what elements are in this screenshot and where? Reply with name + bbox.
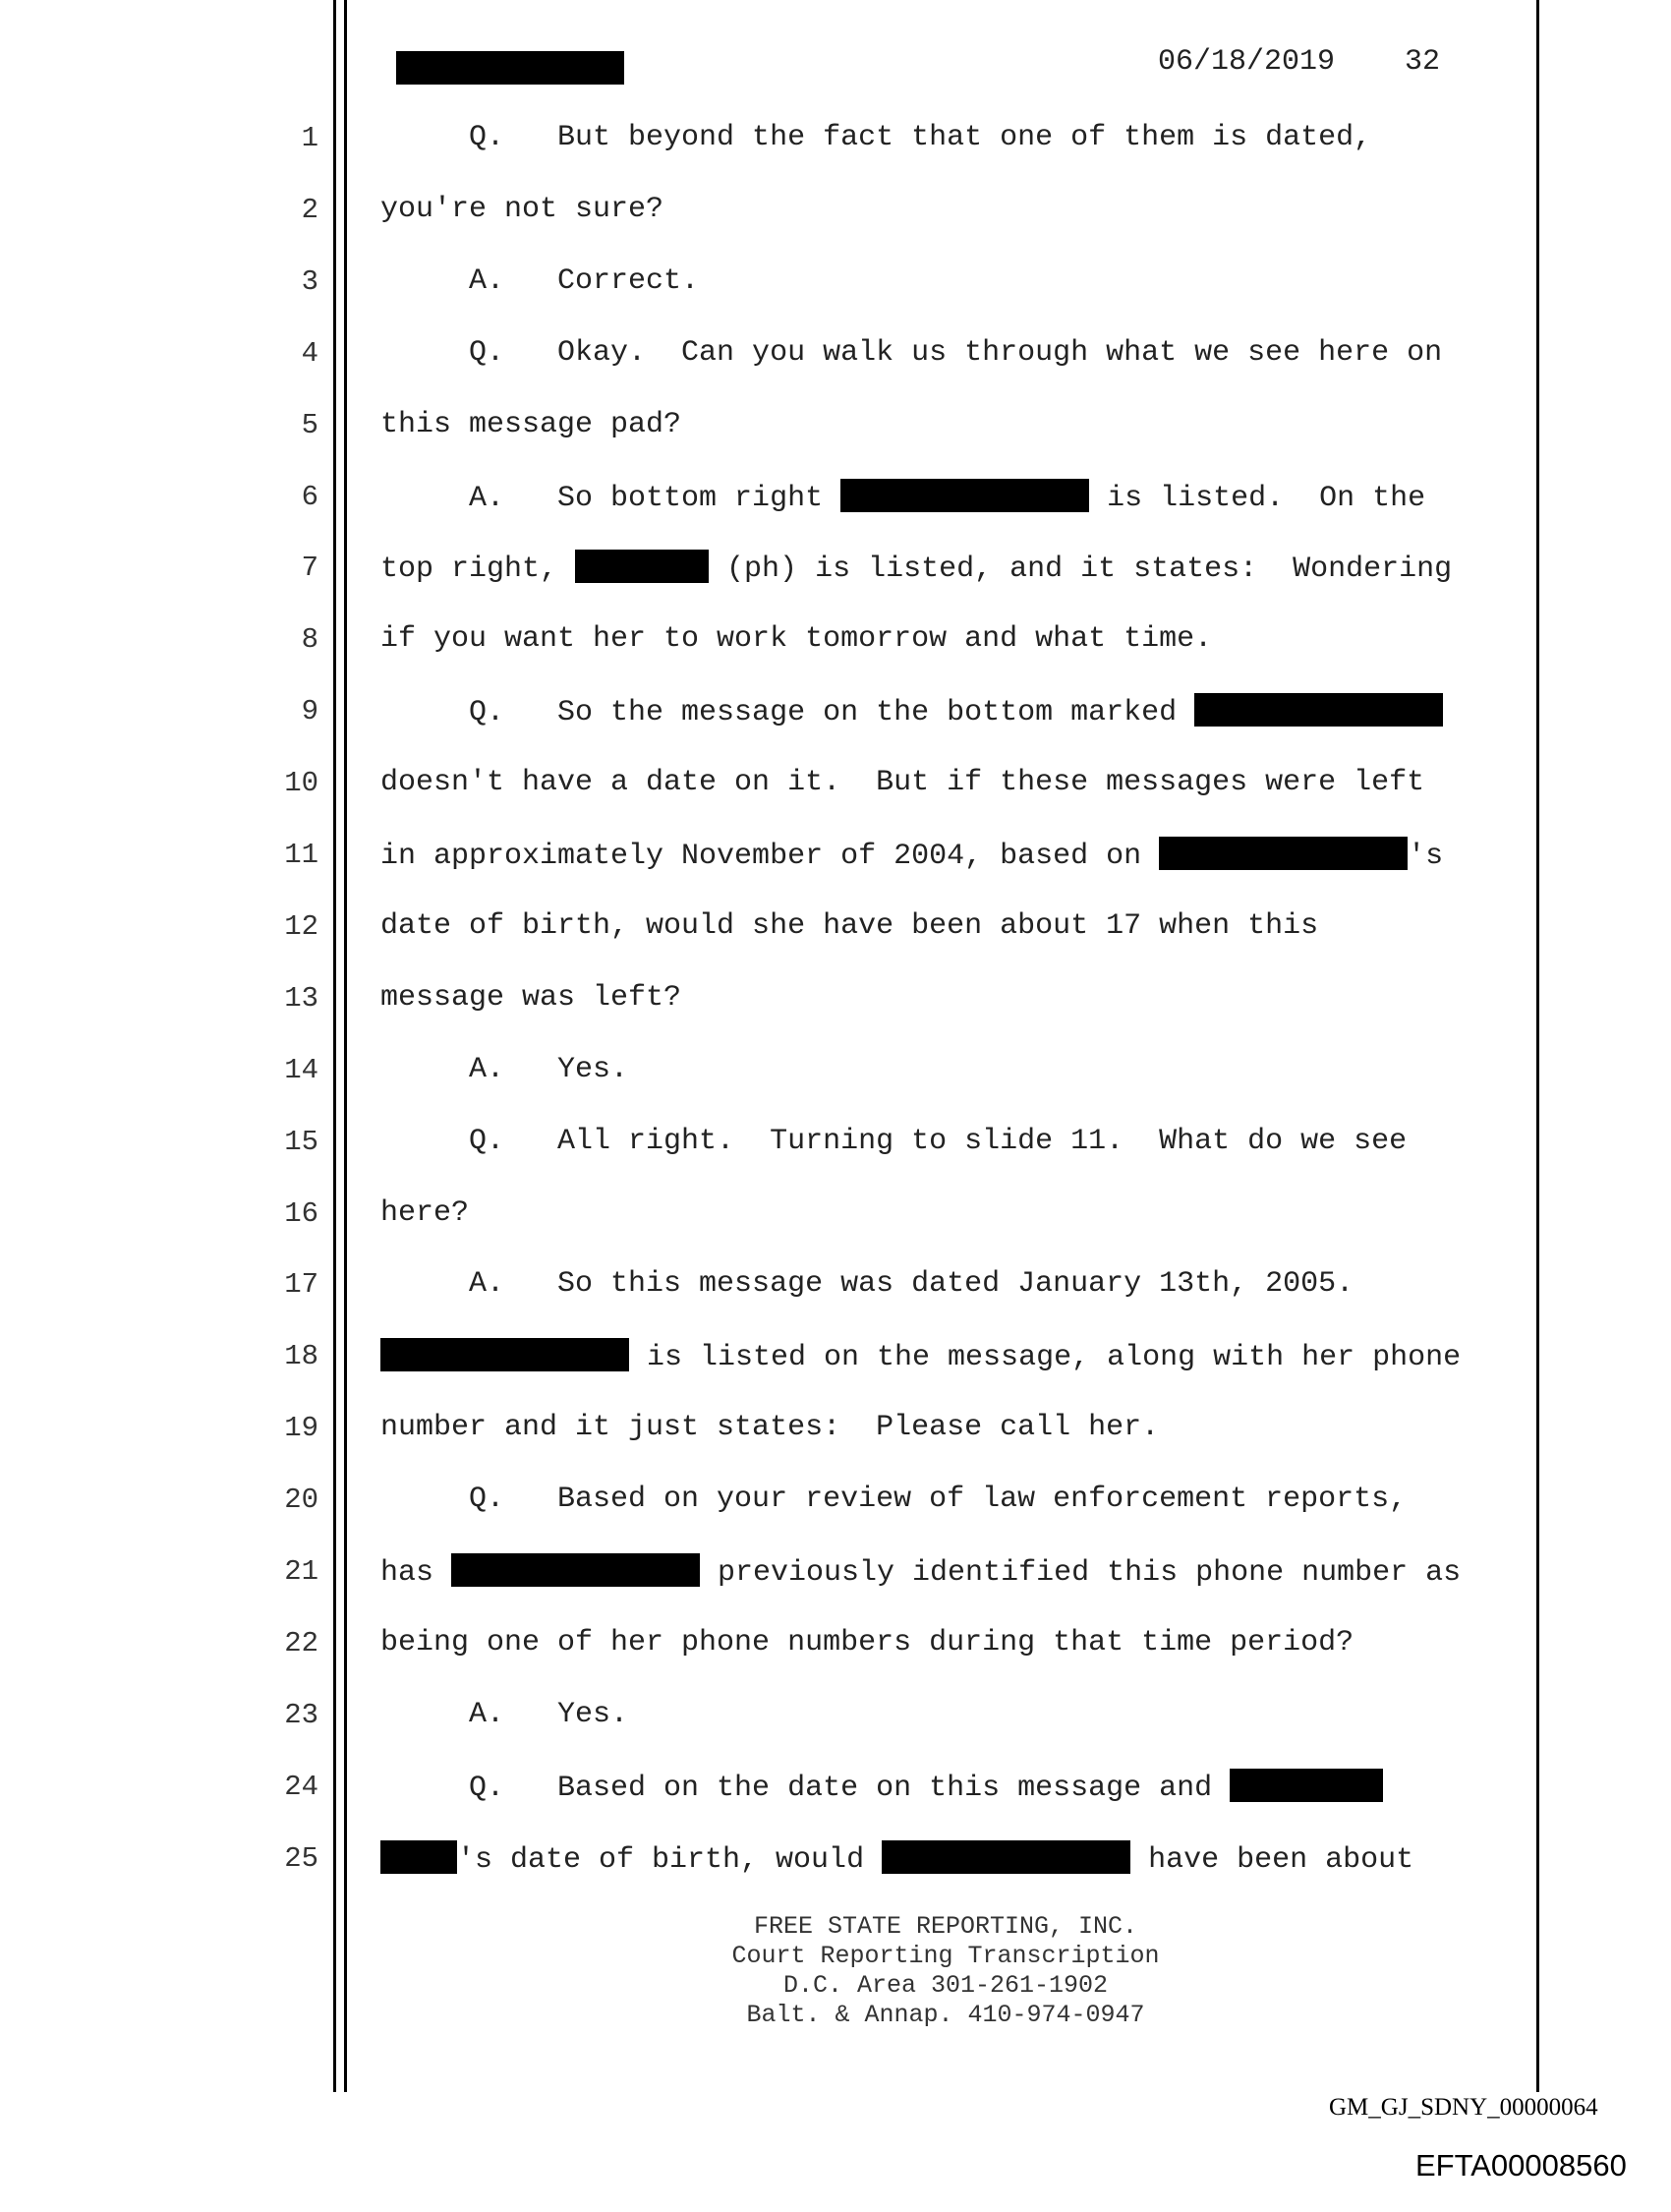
line-text-segment: message was left? (380, 981, 682, 1015)
footer-balt-phone: Balt. & Annap. 410-974-0947 (746, 2001, 1145, 2029)
line-text-segment: top right, (380, 553, 576, 586)
line-text-segment: Q. So the message on the bottom marked (380, 696, 1195, 729)
line-text-segment: has (380, 1556, 452, 1590)
redaction-box (451, 1553, 700, 1587)
line-number: 6 (301, 481, 318, 513)
line-number: 7 (301, 552, 318, 584)
line-number: 17 (284, 1268, 318, 1301)
header-redaction-box (396, 51, 624, 85)
header-date: 06/18/2019 (1158, 45, 1336, 79)
line-number: 19 (284, 1412, 318, 1444)
line-text-segment: in approximately November of 2004, based on (380, 840, 1160, 873)
redaction-box (1159, 837, 1408, 870)
line-text-segment: this message pad? (380, 408, 682, 441)
transcript-line (380, 1124, 1407, 1159)
transcript-line (380, 550, 1452, 587)
footer-company: FREE STATE REPORTING, INC. (753, 1912, 1138, 1941)
transcript-line (380, 1840, 1413, 1878)
line-text-segment: doesn't have a date on it. But if these messages were left (380, 766, 1425, 799)
footer-dc-phone: D.C. Area 301-261-1902 (782, 1971, 1109, 2000)
line-text-segment: previously identified this phone number as (700, 1556, 1462, 1590)
line-text-segment: Q. Based on your review of law enforcement reports, (380, 1483, 1408, 1516)
transcript-line (380, 1482, 1407, 1517)
line-number: 25 (284, 1842, 318, 1875)
transcript-line (380, 693, 1443, 730)
efta-number: EFTA00008560 (1415, 2148, 1627, 2183)
line-number: 4 (301, 337, 318, 370)
transcript-line (380, 1697, 628, 1732)
transcript-line (380, 1266, 1354, 1302)
transcript-line (380, 479, 1425, 516)
redaction-box (1230, 1769, 1383, 1802)
left-margin-rule-inner (344, 0, 347, 2092)
line-text-segment: A. So bottom right (380, 482, 841, 515)
line-number: 16 (284, 1197, 318, 1230)
line-text-segment: Q. But beyond the fact that one of them is dated, (380, 121, 1372, 154)
line-text-segment: A. Yes. (380, 1698, 629, 1731)
line-text-segment: date of birth, would she have been about 17 when this (380, 909, 1319, 943)
redaction-box (840, 479, 1089, 512)
transcript-line (380, 621, 1212, 657)
redaction-box (1194, 693, 1443, 727)
line-text-segment: A. Yes. (380, 1053, 629, 1086)
transcript-line (380, 1410, 1159, 1445)
redaction-box (882, 1840, 1130, 1874)
transcript-line (380, 192, 663, 227)
line-number: 15 (284, 1126, 318, 1158)
transcript-line (380, 1052, 628, 1087)
line-number: 24 (284, 1771, 318, 1803)
line-text-segment: here? (380, 1196, 470, 1230)
transcript-line (380, 335, 1442, 371)
line-text-segment: is listed on the message, along with her phone (629, 1341, 1462, 1374)
line-number: 3 (301, 265, 318, 298)
transcript-line (380, 1625, 1354, 1660)
line-number: 13 (284, 982, 318, 1015)
transcript-line (380, 263, 699, 299)
line-number: 14 (284, 1054, 318, 1086)
right-margin-rule (1536, 0, 1539, 2092)
line-number: 20 (284, 1484, 318, 1516)
line-number: 10 (284, 767, 318, 799)
line-text-segment: Q. All right. Turning to slide 11. What do we see (380, 1125, 1408, 1158)
line-text-segment: (ph) is listed, and it states: Wondering (709, 553, 1453, 586)
line-text-segment: is listed. On the (1089, 482, 1426, 515)
left-margin-rule-outer (333, 0, 336, 2092)
bates-number: GM_GJ_SDNY_00000064 (1329, 2094, 1598, 2121)
line-text-segment: number and it just states: Please call her. (380, 1411, 1160, 1444)
line-number: 23 (284, 1699, 318, 1731)
transcript-line (380, 1769, 1383, 1806)
line-number: 21 (284, 1555, 318, 1588)
redaction-box (575, 550, 709, 583)
line-number: 18 (284, 1340, 318, 1372)
footer-services: Court Reporting Transcription (731, 1942, 1160, 1970)
line-text-segment: you're not sure? (380, 193, 664, 226)
line-number: 5 (301, 409, 318, 441)
line-number: 9 (301, 695, 318, 728)
redaction-box (380, 1338, 629, 1371)
line-text-segment: 's (1408, 840, 1444, 873)
line-number: 8 (301, 623, 318, 656)
line-number: 11 (284, 839, 318, 871)
line-text-segment: have been about (1130, 1843, 1414, 1877)
transcript-line (380, 837, 1443, 874)
line-number: 22 (284, 1627, 318, 1659)
line-text-segment: Q. Based on the date on this message and (380, 1772, 1231, 1805)
transcript-line (380, 765, 1424, 800)
line-text-segment: A. So this message was dated January 13th, 2005. (380, 1267, 1354, 1301)
transcript-line (380, 1553, 1461, 1591)
line-text-segment: 's date of birth, would (457, 1843, 883, 1877)
transcript-line (380, 120, 1371, 155)
transcript-line (380, 980, 681, 1016)
line-number: 2 (301, 194, 318, 226)
transcript-line (380, 1195, 469, 1231)
line-text-segment: if you want her to work tomorrow and what time. (380, 622, 1213, 656)
line-text-segment: A. Correct. (380, 264, 700, 298)
transcript-line (380, 407, 681, 442)
line-number: 1 (301, 122, 318, 154)
transcript-line (380, 1338, 1461, 1375)
line-number: 12 (284, 910, 318, 943)
header-page-number: 32 (1405, 45, 1441, 79)
transcript-line (380, 908, 1318, 944)
line-text-segment: Q. Okay. Can you walk us through what we see here on (380, 336, 1443, 370)
line-text-segment: being one of her phone numbers during that time period? (380, 1626, 1354, 1659)
redaction-box (380, 1840, 457, 1874)
